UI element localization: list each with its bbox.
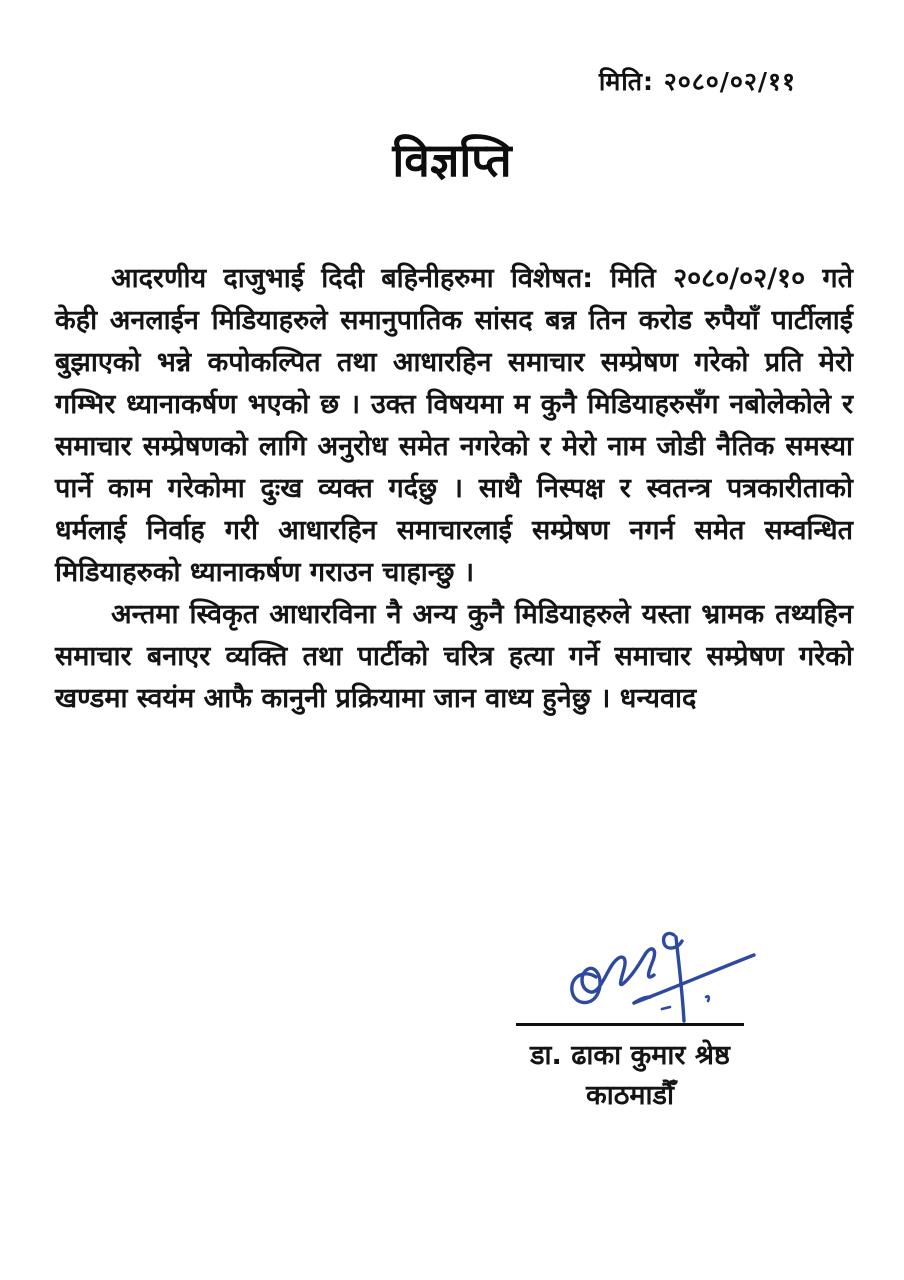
body-line: केही अनलाईन मिडियाहरुले समानुपातिक सांसद बन्न तिन करोड रुपैयाँ पार्टीलाई [55,305,853,336]
signature-line [516,1023,744,1026]
page-title: विज्ञप्ति [392,133,512,187]
document-date: मिति: २०८०/०२/११ [598,67,796,96]
body-line: अन्तमा स्विकृत आधारविना नै अन्य कुनै मिडियाहरुले यस्ता भ्रामक तथ्यहिन [111,599,853,630]
body-line: खण्डमा स्वयंम आफै कानुनी प्रक्रियामा जान वाध्य हुनेछु । धन्यवाद [55,683,697,714]
document-body [55,258,853,720]
signature-block [488,925,772,1116]
body-line: धर्मलाई निर्वाह गरी आधारहिन समाचारलाई सम्प्रेषण नगर्न समेत सम्वन्धित [55,515,853,546]
body-line: मिडियाहरुको ध्यानाकर्षण गराउन चाहान्छु । [55,557,475,588]
body-line: बुझाएको भन्ने कपोकल्पित तथा आधारहिन समाचार सम्प्रेषण गरेको प्रति मेरो [55,347,853,378]
handwritten-signature-icon [558,925,770,1029]
body-line: आदरणीय दाजुभाई दिदी बहिनीहरुमा विशेषत: मिति २०८०/०२/१० गते [111,263,853,294]
paragraph-1 [55,258,853,594]
body-line: समाचार बनाएर व्यक्ति तथा पार्टीको चरित्र हत्या गर्ने समाचार सम्प्रेषण गरेको [55,641,853,672]
signatory-name: डा. ढाका कुमार श्रेष्ठ [530,1040,730,1071]
body-line: पार्ने काम गरेकोमा दुःख व्यक्त गर्दछु । साथै निस्पक्ष र स्वतन्त्र पत्रकारीताको [55,473,853,504]
body-line: समाचार सम्प्रेषणको लागि अनुरोध समेत नगरेको र मेरो नाम जोडी नैतिक समस्या [55,431,853,462]
paragraph-2 [55,594,853,720]
body-line: गम्भिर ध्यानाकर्षण भएको छ । उक्त विषयमा म कुनै मिडियाहरुसँग नबोलेकोले र [55,389,853,420]
signatory-location: काठमाडौँ [586,1080,674,1111]
